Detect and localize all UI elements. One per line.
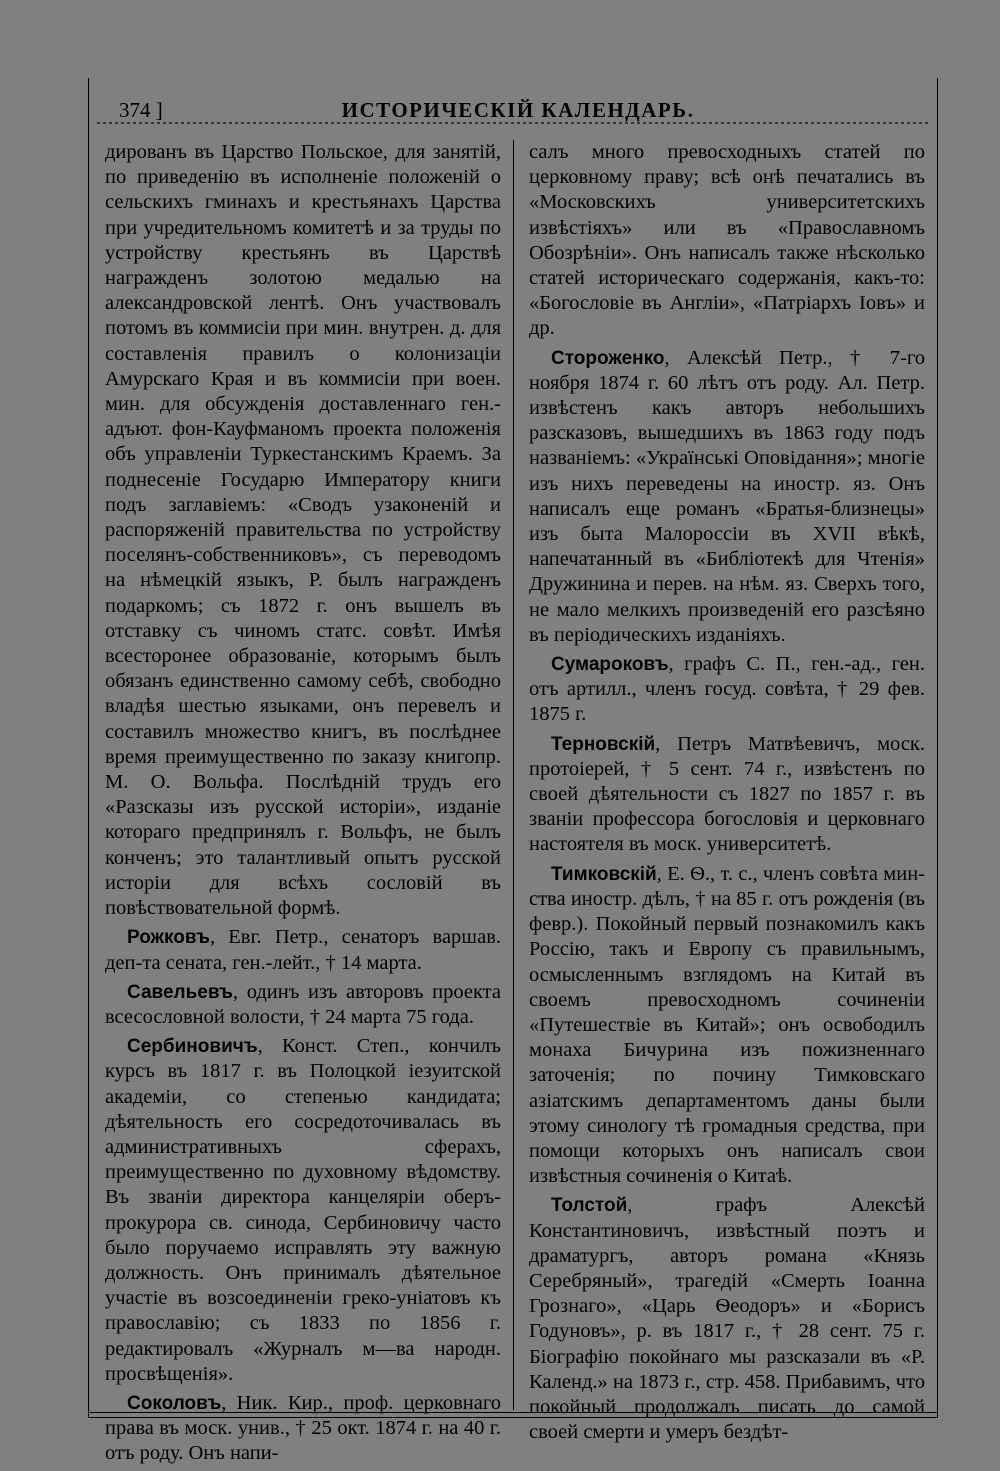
page-header (119, 92, 917, 132)
page-bottom-rule (88, 1412, 938, 1413)
entry-paragraph (105, 140, 501, 921)
entry-name: Тимковскій (551, 863, 657, 885)
entry-name: Савельевъ (127, 981, 233, 1003)
entry-name: Толстой (551, 1195, 628, 1217)
page-number: 374 ] (119, 98, 163, 122)
entry-text: , графъ С. П., ген.-ад., ген. отъ артилл., членъ госуд. совѣта, † 29 фев. 1875 г. (529, 653, 925, 726)
entry-name: Терновскій (551, 733, 656, 755)
entry-paragraph (529, 862, 925, 1190)
entry-name: Стороженко (551, 347, 665, 369)
entry-paragraph (105, 925, 501, 975)
entry-paragraph (529, 652, 925, 728)
left-column (105, 140, 501, 1471)
entry-text: , Ник. Кир., проф. церковнаго права въ моск. унив., † 25 окт. 1874 г. на 40 г. отъ роду. Онъ напи- (105, 1391, 501, 1465)
column-divider (513, 140, 514, 1410)
entry-text: салъ много превосходныхъ статей по церковному праву; всѣ онѣ печатались въ «Московскихъ университетскихъ извѣстіяхъ» или въ «Православномъ Обозрѣніи». Онъ написалъ также нѣсколько статей историческаго содержанія, какъ-то: «Богословіе въ Англіи», «Патріархъ Іовъ» и др. (529, 141, 925, 340)
entry-text: , Евг. Петр., сенаторъ варшав. деп-та сената, ген.-лейт., † 14 марта. (105, 926, 501, 974)
entry-paragraph (529, 732, 925, 858)
header-rule (97, 122, 929, 124)
entry-paragraph (529, 140, 925, 342)
entry-paragraph (105, 1034, 501, 1387)
entry-text: , Петръ Матвѣевичъ, моск. протоіерей, † 5 сент. 74 г., извѣстенъ по своей дѣятельности съ 1827 по 1857 г. въ званіи профессора богословія и церковнаго настоятеля въ моск. университетѣ. (529, 732, 925, 856)
entry-paragraph (529, 1193, 925, 1445)
entry-name: Рожковъ (127, 927, 210, 949)
entry-text: , графъ Алексѣй Константиновичъ, извѣстный поэтъ и драматургъ, авторъ романа «Князь Серебряный», трагедій «Смерть Іоанна Грознаго», «Царь Ѳеодоръ» и «Борисъ Годуновъ», р. въ 1817 г., † 28 сент. 75 г. Біографію покойнаго мы разсказали въ «Р. Календ.» на 1873 г., стр. 458. Прибавимъ, что покойный продолжалъ писать до самой своей смерти и умеръ бездѣт- (529, 1194, 925, 1444)
entry-name: Сумароковъ (551, 654, 669, 676)
entry-text: дированъ въ Царство Польское, для занятій, по приведенію въ исполненіе положеній о сельскихъ гминахъ и крестьянахъ Царства при учредительномъ комитетѣ и за труды по устройству крестьянъ въ Царствѣ награжденъ золотою медалью на александровской лентѣ. Онъ участвовалъ потомъ въ коммисіи при мин. внутрен. д. для составленія правилъ о колонизаціи Амурскаго Края и въ коммисіи при воен. мин. для обсужденія доставленнаго ген.-адъют. фон-Кауфманомъ проекта положенія объ управленіи Туркестанскимъ Краемъ. За поднесеніе Государю Императору книги подъ заглавіемъ: «Сводъ узаконеній и распоряженій правительства по устройству поселянъ-собственниковъ», съ переводомъ на нѣмецкій языкъ, Р. былъ награжденъ подаркомъ; съ 1872 г. онъ вышелъ въ отставку съ чиномъ статс. совѣт. Имѣя всесторонее образованіе, которымъ былъ обязанъ единственно самому себѣ, свободно владѣя шестью языками, онъ перевелъ и составилъ множество книгъ, въ послѣднее время преимущественно по заказу книгопр. М. О. Вольфа. Послѣдній трудъ его «Разсказы изъ русской исторіи», изданіе котораго предпринялъ г. Вольфъ, не былъ конченъ; это талантливый опытъ русской исторіи для всѣхъ сословій въ повѣствовательной формѣ. (105, 141, 501, 920)
entry-text: , Конст. Степ., кончилъ курсъ въ 1817 г. въ Полоцкой іезуитской академіи, со степенью кандидата; дѣятельность его сосредоточивалась въ административныхъ сферахъ, преимущественно по духовному вѣдомству. Въ званіи директора канцеляріи оберъ-прокурора св. синода, Сербиновичу часто было поручаемо исправлять эту важную должность. Онъ принималъ дѣятельное участіе въ возсоединеніи греко-уніатовъ къ православію; съ 1833 по 1856 г. редактировалъ «Журналъ м—ва народн. просвѣщенія». (105, 1035, 501, 1385)
entry-text: , Е. Ѳ., т. с., членъ совѣта мин-ства иностр. дѣлъ, † на 85 г. отъ рожденія (въ февр.). Покойный первый познакомилъ какъ Россію, такъ и Европу съ правильнымъ, осмысленнымъ взглядомъ на Китай въ своемъ превосходномъ сочиненіи «Путешествіе въ Китай»; онъ освободилъ монаха Бичурина изъ пожизненнаго заточенія; по почину Тимковскаго азіатскимъ департаментомъ даны были этому синологу тѣ громадныя средства, при помощи которыхъ онъ написалъ свои извѣстныя сочиненія о Китаѣ. (529, 862, 925, 1188)
entry-name: Сербиновичъ (127, 1036, 258, 1058)
entry-paragraph (105, 1391, 501, 1467)
entry-paragraph (529, 346, 925, 648)
entry-text: , одинъ изъ авторовъ проекта всесословной волости, † 24 марта 75 года. (105, 980, 501, 1028)
entry-name: Соколовъ (127, 1392, 222, 1414)
right-column (529, 140, 925, 1449)
entry-text: , Алексѣй Петр., † 7-го ноября 1874 г. 60 лѣтъ отъ роду. Ал. Петр. извѣстенъ какъ авторъ небольшихъ разсказовъ, вышедшихъ въ 1863 году подъ названіемъ: «Украïнські Оповідання»; многіе изъ нихъ переведены на иностр. яз. Онъ написалъ еще романъ «Братья-близнецы» изъ быта Малороссіи въ XVII вѣкѣ, напечатанный въ «Библіотекѣ для Чтенія» Дружинина и перев. на нѣм. яз. Сверхъ того, не мало мелкихъ произведеній его разсѣяно въ періодическихъ изданіяхъ. (529, 346, 925, 646)
running-title: ИСТОРИЧЕСКІЙ КАЛЕНДАРЬ. (341, 98, 695, 122)
page-frame (88, 78, 938, 1465)
entry-paragraph (105, 980, 501, 1030)
